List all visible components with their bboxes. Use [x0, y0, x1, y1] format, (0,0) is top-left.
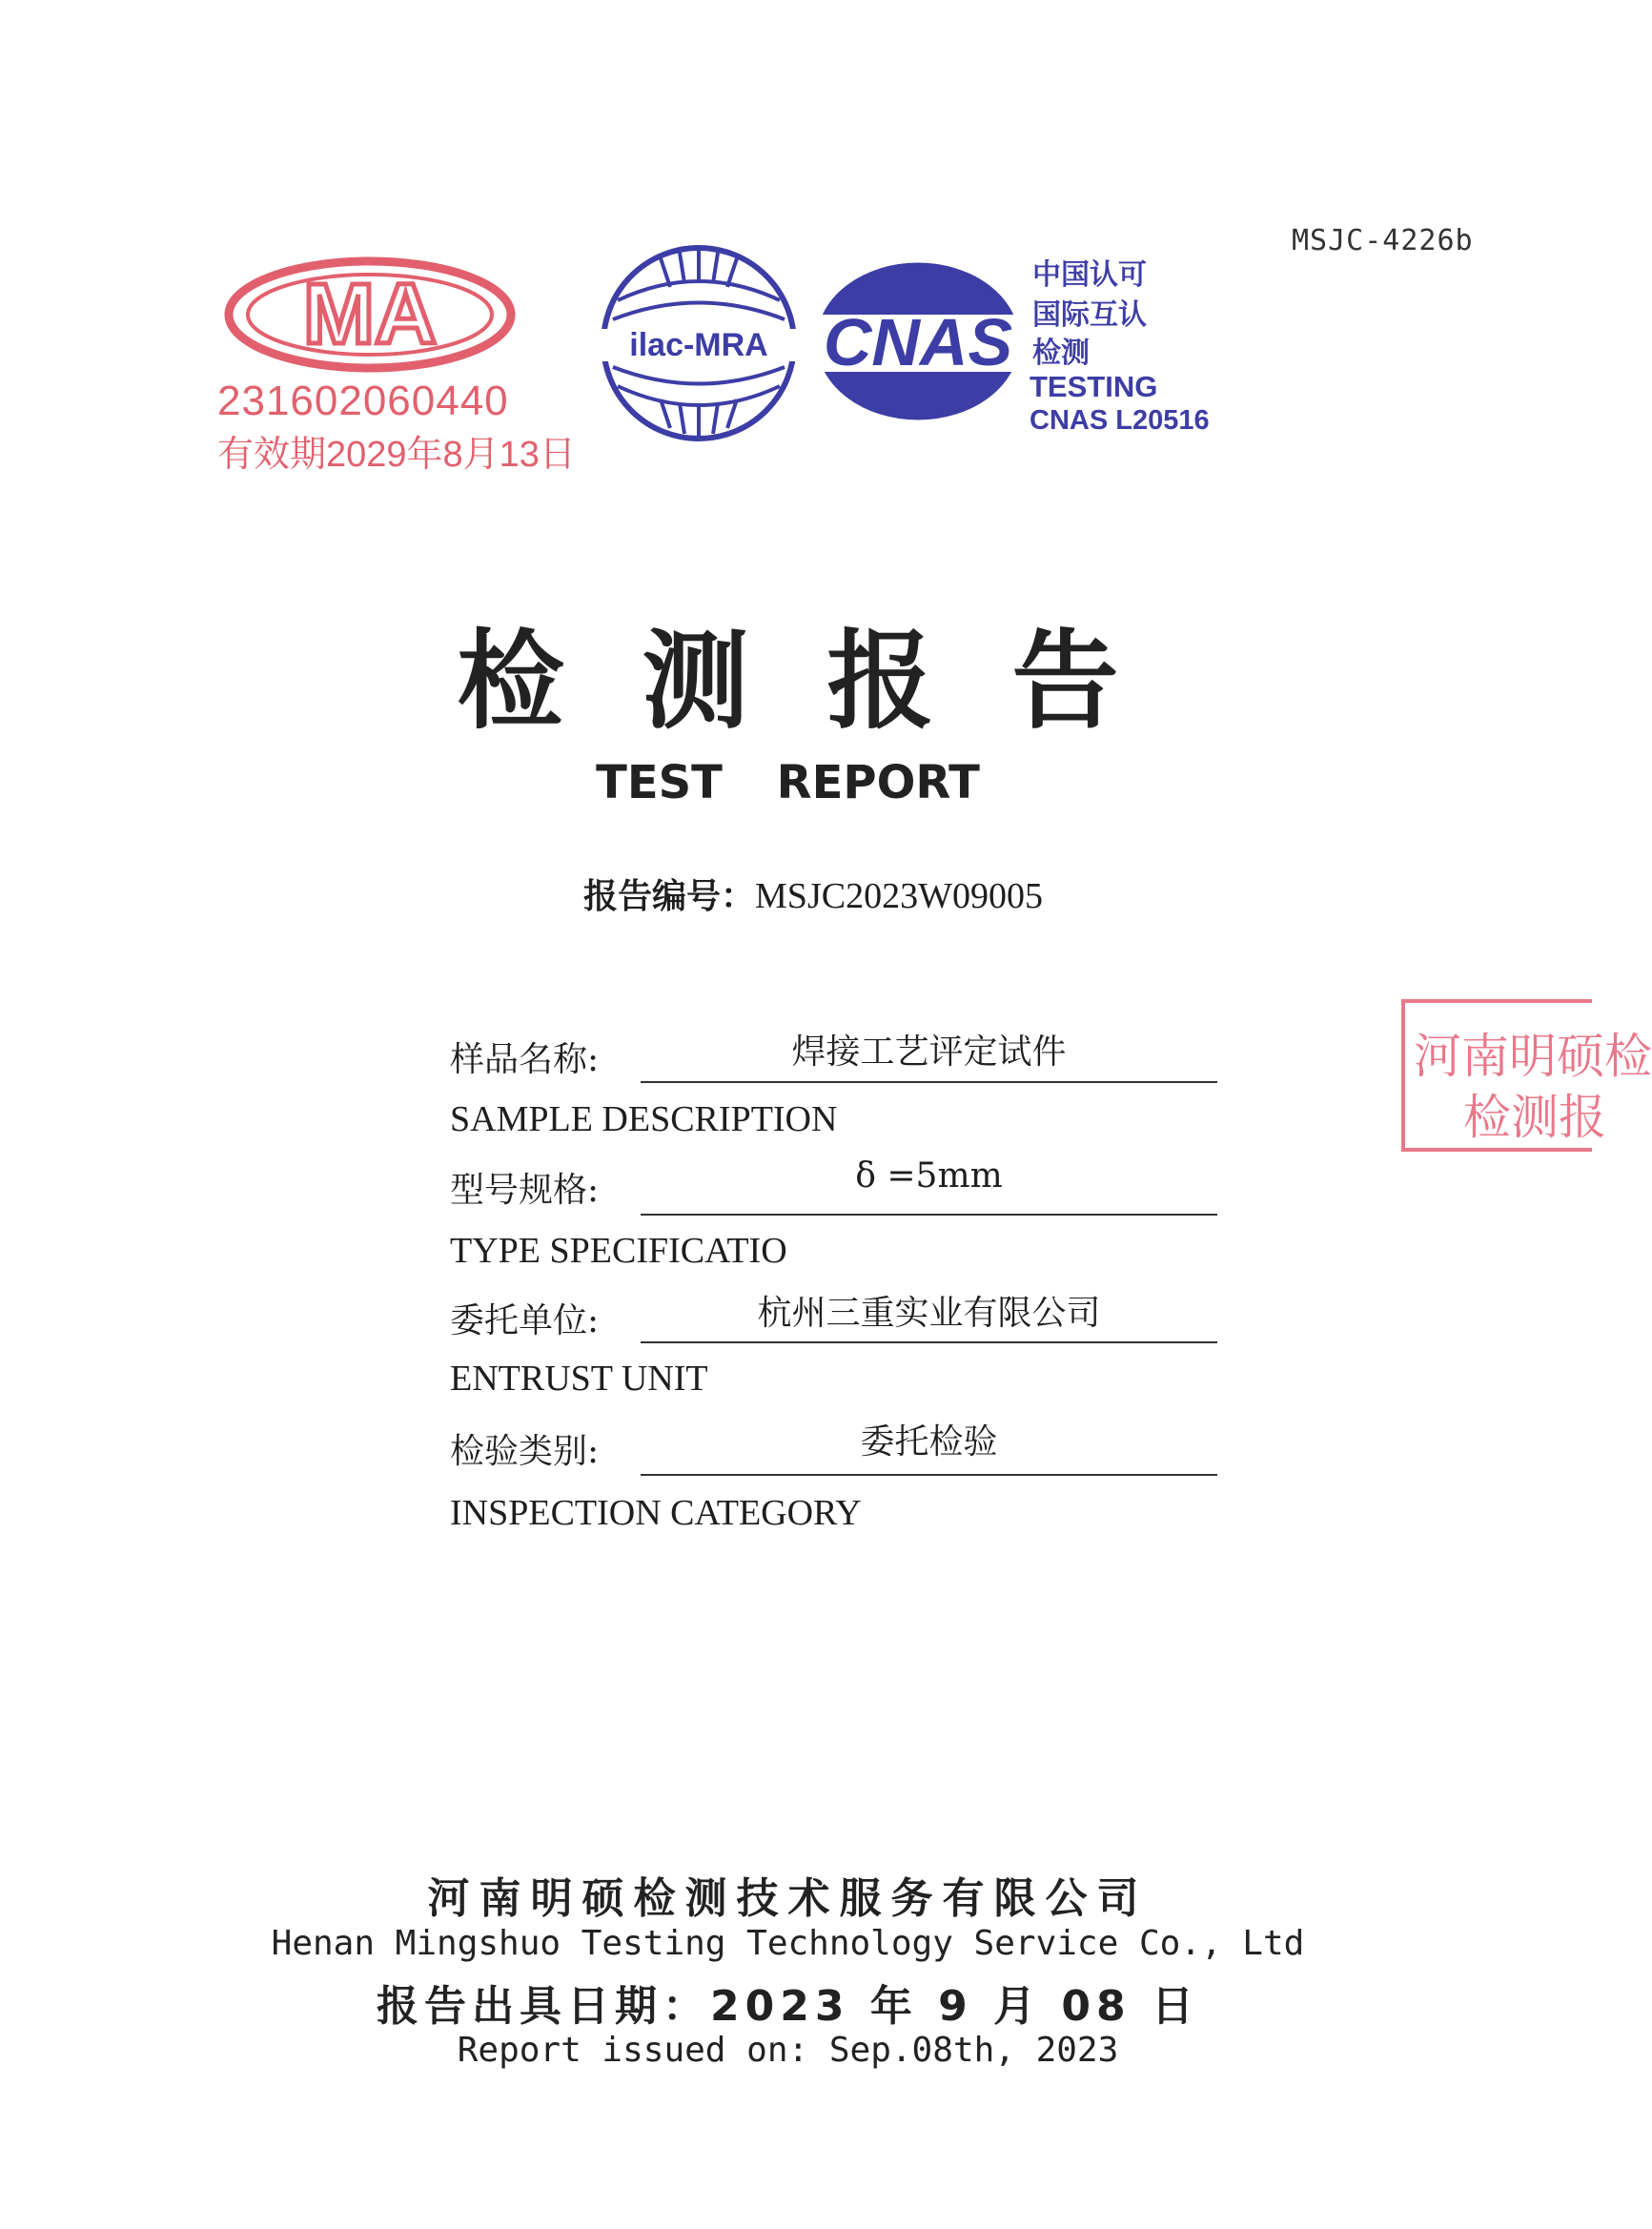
sample-name-underline: [641, 1081, 1217, 1083]
document-code: MSJC-4226b: [1292, 224, 1474, 257]
cnas-logo-text: CNAS: [823, 305, 1013, 379]
ilac-mra-text: ilac-MRA: [629, 327, 768, 363]
entrust-unit-underline: [641, 1341, 1217, 1343]
cnas-accreditation-code: CNAS L20516: [1030, 405, 1210, 436]
inspection-type-label: 检验类别:: [450, 1432, 600, 1471]
report-number-label: 报告编号：: [583, 877, 756, 916]
cnas-cn-line-3: 检测: [1032, 337, 1090, 370]
cma-number: 231602060440: [217, 378, 509, 424]
inspection-category-label: INSPECTION CATEGORY: [450, 1493, 862, 1533]
cnas-cn-line-2: 国际互认: [1032, 298, 1147, 332]
title-english: TEST REPORT: [596, 756, 980, 809]
sample-name-value: 焊接工艺评定试件: [791, 1033, 1067, 1072]
cma-logo-text: MA: [303, 267, 437, 362]
company-name-english: Henan Mingshuo Testing Technology Service Co., Ltd: [271, 1924, 1305, 1963]
sample-name-label: 样品名称:: [450, 1040, 600, 1079]
sample-description-label: SAMPLE DESCRIPTION: [450, 1099, 838, 1139]
cnas-cn-line-1: 中国认可: [1032, 258, 1147, 292]
inspection-type-underline: [641, 1474, 1217, 1476]
cnas-testing-label: TESTING: [1030, 370, 1158, 403]
report-number-value: MSJC2023W09005: [755, 876, 1043, 916]
type-spec-value: δ =5mm: [855, 1156, 1003, 1196]
ilac-mra-globe-logo: [599, 243, 799, 443]
company-stamp-line-1: 河南明硕检: [1414, 1030, 1652, 1083]
issue-date-chinese: 报告出具日期：2023 年 9 月 08 日: [377, 1982, 1199, 2031]
report-number: [583, 869, 1043, 918]
entrust-unit-value: 杭州三重实业有限公司: [757, 1294, 1101, 1333]
entrust-unit-en-label: ENTRUST UNIT: [450, 1359, 708, 1399]
company-name-chinese: 河南明硕检测技术服务有限公司: [427, 1874, 1149, 1923]
cnas-logo: [808, 256, 1028, 427]
title-chinese: 检测报告: [457, 619, 1197, 744]
type-spec-underline: [641, 1214, 1217, 1216]
cma-validity: 有效期2029年8月13日: [217, 435, 576, 475]
issue-date-english: Report issued on: Sep.08th, 2023: [457, 2031, 1119, 2070]
type-spec-label: 型号规格:: [450, 1171, 600, 1210]
type-specification-label: TYPE SPECIFICATIO: [450, 1231, 787, 1271]
company-stamp-line-2: 检测报: [1463, 1091, 1606, 1144]
entrust-unit-label: 委托单位:: [450, 1301, 600, 1340]
inspection-type-value: 委托检验: [860, 1422, 998, 1462]
